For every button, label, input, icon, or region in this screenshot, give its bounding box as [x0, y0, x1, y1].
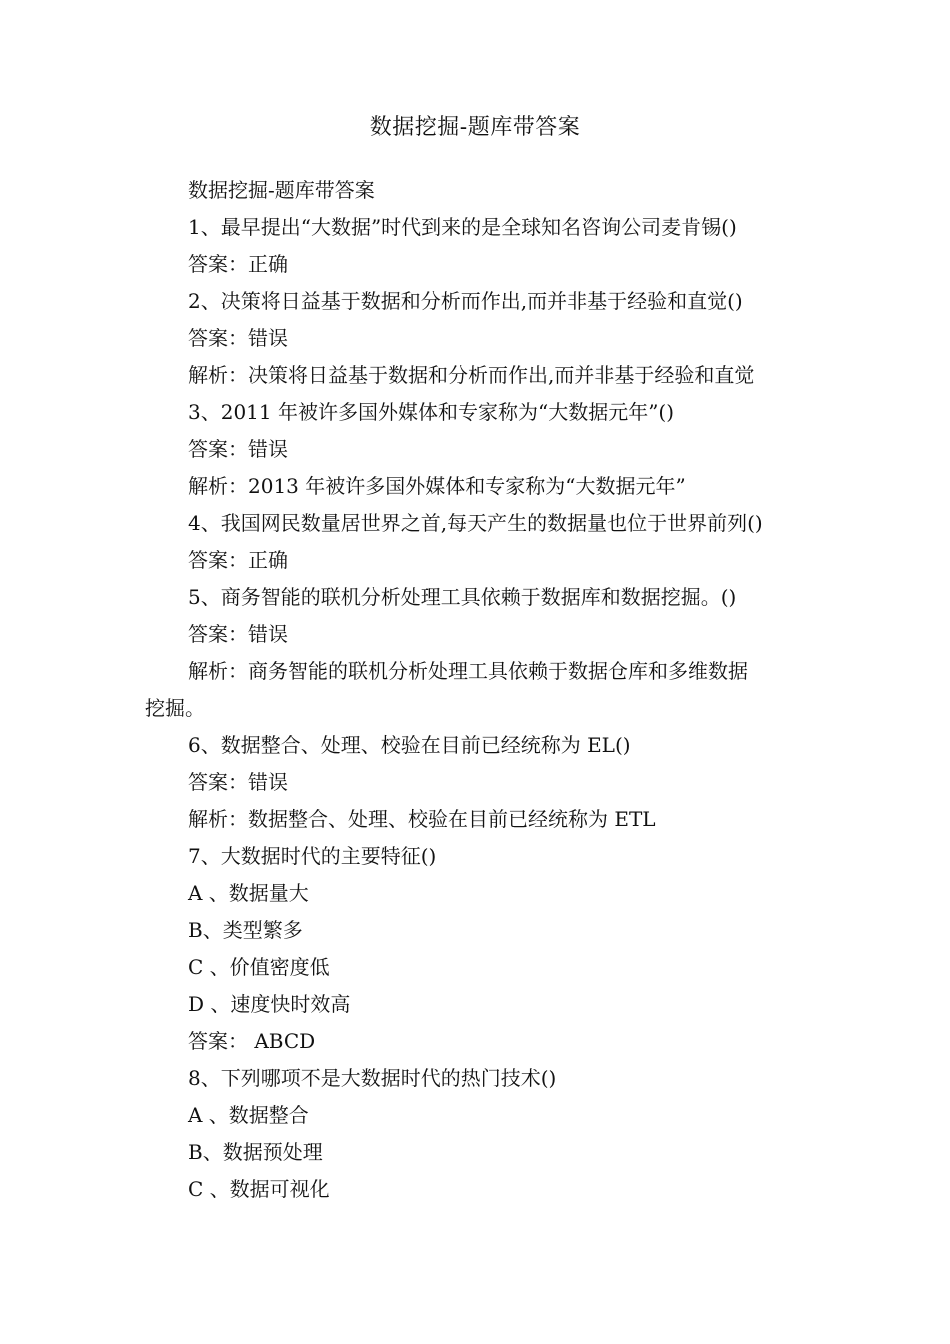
- answer-5: 答案：错误: [188, 622, 288, 646]
- option-7d: D 、速度快时效高: [188, 992, 351, 1016]
- analysis-5: 解析：商务智能的联机分析处理工具依赖于数据仓库和多维数据: [188, 659, 748, 683]
- body-heading: 数据挖掘-题库带答案: [188, 178, 375, 202]
- analysis-5-continued: 挖掘。: [145, 696, 205, 720]
- question-3: 3、2011 年被许多国外媒体和专家称为“大数据元年”(): [188, 400, 675, 424]
- answer-7: 答案： ABCD: [188, 1029, 316, 1053]
- question-2: 2、决策将日益基于数据和分析而作出,而并非基于经验和直觉(): [188, 289, 743, 313]
- question-5: 5、商务智能的联机分析处理工具依赖于数据库和数据挖掘。(): [188, 585, 737, 609]
- question-6: 6、数据整合、处理、校验在目前已经统称为 EL(): [188, 733, 631, 757]
- answer-2: 答案：错误: [188, 326, 288, 350]
- analysis-3: 解析：2013 年被许多国外媒体和专家称为“大数据元年”: [188, 474, 686, 498]
- question-1: 1、最早提出“大数据”时代到来的是全球知名咨询公司麦肯锡(): [188, 215, 737, 239]
- option-8a: A 、数据整合: [188, 1103, 309, 1127]
- option-7a: A 、数据量大: [188, 881, 309, 905]
- answer-6: 答案：错误: [188, 770, 288, 794]
- analysis-6: 解析：数据整合、处理、校验在目前已经统称为 ETL: [188, 807, 656, 831]
- analysis-2: 解析：决策将日益基于数据和分析而作出,而并非基于经验和直觉: [188, 363, 755, 387]
- option-8c: C 、数据可视化: [188, 1177, 330, 1201]
- question-4: 4、我国网民数量居世界之首,每天产生的数据量也位于世界前列(): [188, 511, 763, 535]
- document-body: [145, 172, 815, 1208]
- option-7c: C 、价值密度低: [188, 955, 330, 979]
- option-8b: B、数据预处理: [188, 1140, 323, 1164]
- question-8: 8、下列哪项不是大数据时代的热门技术(): [188, 1066, 557, 1090]
- answer-4: 答案：正确: [188, 548, 288, 572]
- answer-3: 答案：错误: [188, 437, 288, 461]
- document-title: 数据挖掘-题库带答案: [369, 115, 581, 140]
- question-7: 7、大数据时代的主要特征(): [188, 844, 437, 868]
- option-7b: B、类型繁多: [188, 918, 303, 942]
- answer-1: 答案：正确: [188, 252, 288, 276]
